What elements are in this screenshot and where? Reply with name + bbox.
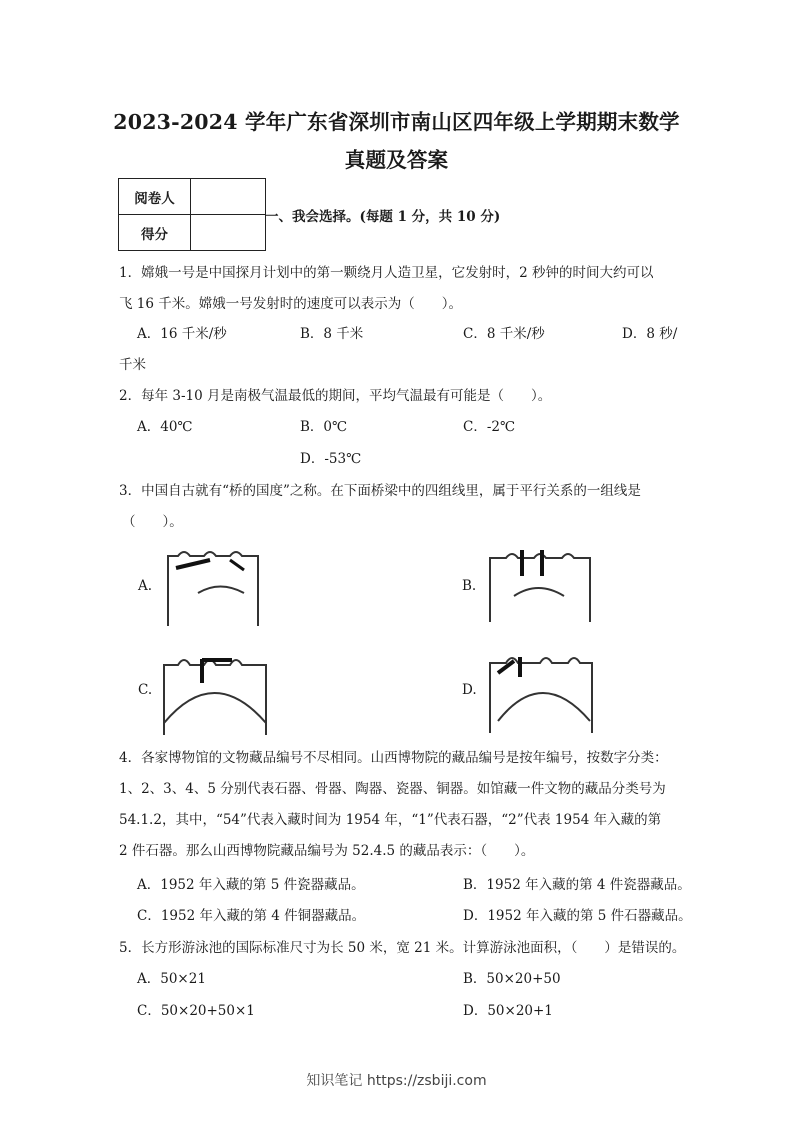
- q5-option-b: B．50×20+50: [463, 971, 561, 987]
- q3-label-d: D.: [462, 682, 477, 698]
- footer-watermark: 知识笔记 https://zsbiji.com: [306, 1073, 487, 1089]
- q1-text-line-1: 1．嫦娥一号是中国探月计划中的第一颗绕月人造卫星，它发射时，2 秒钟的时间大约可以: [119, 265, 654, 281]
- q5-option-d: D．50×20+1: [463, 1003, 553, 1019]
- q4-text-line-2: 1、2、3、4、5 分别代表石器、骨器、陶器、瓷器、铜器。如馆藏一件文物的藏品分类号为: [119, 781, 666, 797]
- q2-option-c: C．-2℃: [463, 419, 516, 435]
- q1-option-d-cont: 千米: [119, 357, 146, 373]
- title-line-1: 2023-2024 学年广东省深圳市南山区四年级上学期期末数学: [113, 110, 680, 134]
- q3-text-line-1: 3．中国自古就有“桥的国度”之称。在下面桥梁中的四组线里，属于平行关系的一组线是: [119, 483, 641, 499]
- q4-option-b: B．1952 年入藏的第 4 件瓷器藏品。: [463, 877, 691, 893]
- score-box: [191, 215, 266, 251]
- q5-text-line-1: 5．长方形游泳池的国际标准尺寸为长 50 米，宽 21 米。计算游泳池面积，（ ）是错误的。: [119, 940, 686, 956]
- q4-option-d: D．1952 年入藏的第 5 件石器藏品。: [463, 908, 692, 924]
- q2-option-b: B．0℃: [300, 419, 348, 435]
- q5-option-c: C．50×20+50×1: [137, 1003, 255, 1019]
- q1-option-d: D．8 秒/: [622, 326, 678, 342]
- q3-label-a: A.: [138, 578, 153, 594]
- score-label: 得分: [119, 215, 191, 251]
- title-line-2: 真题及答案: [344, 148, 449, 172]
- section-heading: 一、我会选择。(每题 1 分，共 10 分): [265, 209, 501, 225]
- reviewer-label: 阅卷人: [119, 179, 191, 215]
- bridge-figure-b: [484, 538, 602, 628]
- q4-text-line-3: 54.1.2，其中，“54”代表入藏时间为 1954 年，“1”代表石器，“2”代表 1954 年入藏的第: [119, 812, 662, 828]
- q4-text-line-4: 2 件石器。那么山西博物院藏品编号为 52.4.5 的藏品表示：（ ）。: [119, 843, 535, 859]
- q1-option-b: B．8 千米: [300, 326, 364, 342]
- q1-option-c: C．8 千米/秒: [463, 326, 545, 342]
- q3-label-c: C.: [138, 682, 153, 698]
- q3-label-b: B.: [462, 578, 477, 594]
- q2-text-line-1: 2．每年 3-10 月是南极气温最低的期间，平均气温最有可能是（ ）。: [119, 388, 552, 404]
- q2-option-d: D．-53℃: [300, 451, 362, 467]
- bridge-figure-c: [158, 643, 276, 738]
- q5-option-a: A．50×21: [137, 971, 206, 987]
- q4-text-line-1: 4．各家博物馆的文物藏品编号不尽相同。山西博物院的藏品编号是按年编号，按数字分类：: [119, 750, 668, 766]
- q4-option-c: C．1952 年入藏的第 4 件铜器藏品。: [137, 908, 366, 924]
- score-table: [118, 178, 266, 251]
- q1-text-line-2: 飞 16 千米。嫦娥一号发射时的速度可以表示为（ ）。: [119, 296, 463, 312]
- q2-option-a: A．40℃: [137, 419, 193, 435]
- bridge-figure-a: [158, 538, 276, 628]
- reviewer-box: [191, 179, 266, 215]
- q3-text-line-2: （ ）。: [122, 514, 183, 530]
- bridge-figure-d: [484, 643, 602, 738]
- q1-option-a: A．16 千米/秒: [137, 326, 227, 342]
- q4-option-a: A．1952 年入藏的第 5 件瓷器藏品。: [137, 877, 365, 893]
